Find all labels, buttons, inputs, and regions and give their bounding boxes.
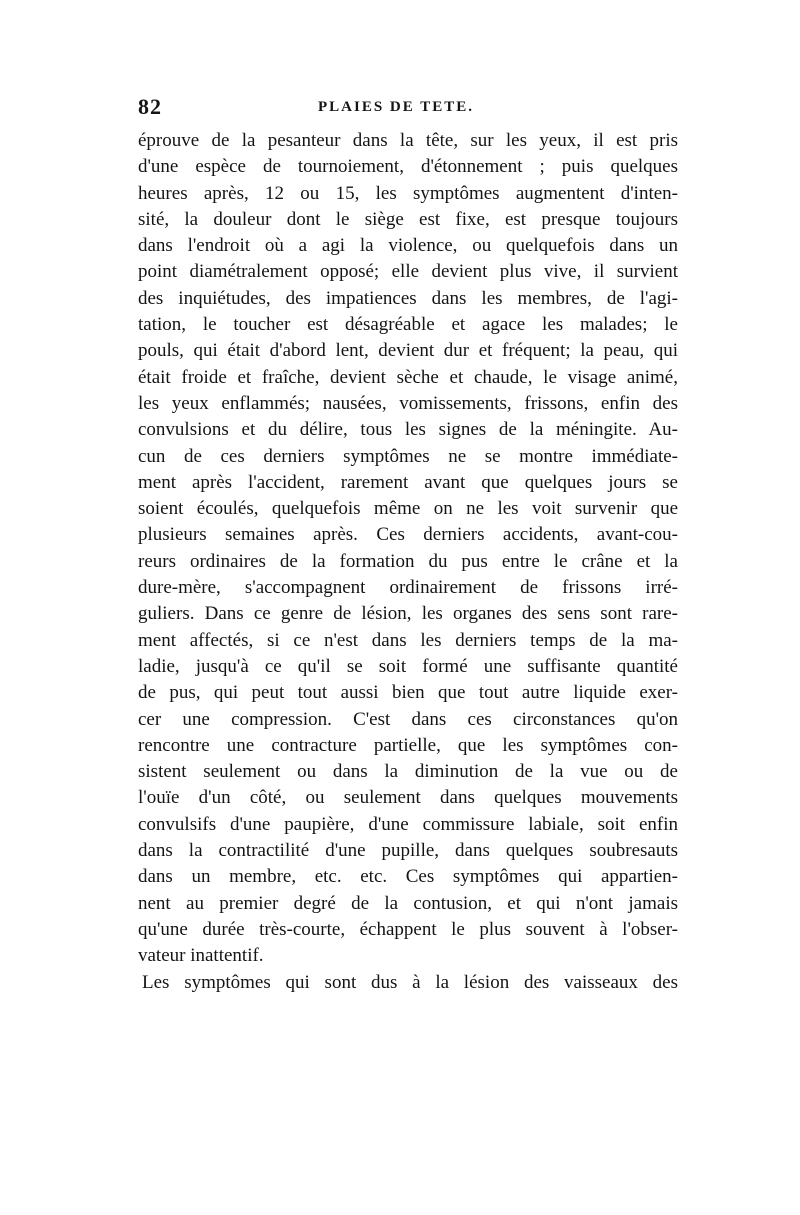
text-line: sistent seulement ou dans la diminution de la vue ou de	[138, 761, 678, 783]
text-line: dans l'endroit où a agi la violence, ou quelquefois dans un	[138, 235, 678, 257]
text-line: cer une compression. C'est dans ces circonstances qu'on	[138, 708, 678, 730]
page-header	[138, 94, 668, 124]
text-line: guliers. Dans ce genre de lésion, les organes des sens sont rare-	[138, 603, 678, 625]
text-line: ment affectés, si ce n'est dans les derniers temps de la ma-	[138, 629, 678, 651]
text-line: dans un membre, etc. etc. Ces symptômes qui appartien-	[138, 866, 678, 888]
text-line: cun de ces derniers symptômes ne se montre immédiate-	[138, 445, 678, 467]
text-line: heures après, 12 ou 15, les symptômes augmentent d'inten-	[138, 182, 678, 204]
text-line: pouls, qui était d'abord lent, devient dur et fréquent; la peau, qui	[138, 340, 678, 362]
text-line: plusieurs semaines après. Ces derniers accidents, avant-cou-	[138, 524, 678, 546]
text-line: soient écoulés, quelquefois même on ne les voit survenir que	[138, 498, 678, 520]
text-line: convulsions et du délire, tous les signes de la méningite. Au-	[138, 419, 678, 441]
text-line: des inquiétudes, des impatiences dans les membres, de l'agi-	[138, 287, 678, 309]
text-line: reurs ordinaires de la formation du pus entre le crâne et la	[138, 550, 678, 572]
page-number: 82	[138, 94, 162, 119]
text-line: Les symptômes qui sont dus à la lésion des vaisseaux des	[142, 971, 678, 993]
text-line: dans la contractilité d'une pupille, dans quelques soubresauts	[138, 840, 678, 862]
text-line: les yeux enflammés; nausées, vomissements, frissons, enfin des	[138, 392, 678, 414]
text-line: point diamétralement opposé; elle devient plus vive, il survient	[138, 261, 678, 283]
text-line: de pus, qui peut tout aussi bien que tout autre liquide exer-	[138, 682, 678, 704]
text-line: ment après l'accident, rarement avant que quelques jours se	[138, 471, 678, 493]
text-line: d'une espèce de tournoiement, d'étonnement ; puis quelques	[138, 156, 678, 178]
text-line: l'ouïe d'un côté, ou seulement dans quelques mouvements	[138, 787, 678, 809]
text-line: qu'une durée très-courte, échappent le plus souvent à l'obser-	[138, 918, 678, 940]
text-line: tation, le toucher est désagréable et agace les malades; le	[138, 314, 678, 336]
text-line: dure-mère, s'accompagnent ordinairement de frissons irré-	[138, 577, 678, 599]
text-line: nent au premier degré de la contusion, et qui n'ont jamais	[138, 892, 678, 914]
text-line: rencontre une contracture partielle, que les symptômes con-	[138, 734, 678, 756]
text-line: sité, la douleur dont le siège est fixe, est presque toujours	[138, 208, 678, 230]
text-line: convulsifs d'une paupière, d'une commissure labiale, soit enfin	[138, 813, 678, 835]
text-line: était froide et fraîche, devient sèche et chaude, le visage animé,	[138, 366, 678, 388]
text-line: éprouve de la pesanteur dans la tête, sur les yeux, il est pris	[138, 130, 678, 151]
running-head: PLAIES DE TETE.	[318, 99, 475, 115]
text-line: vateur inattentif.	[138, 945, 264, 967]
text-line: ladie, jusqu'à ce qu'il se soit formé une suffisante quantité	[138, 655, 678, 677]
body-text	[138, 128, 678, 996]
